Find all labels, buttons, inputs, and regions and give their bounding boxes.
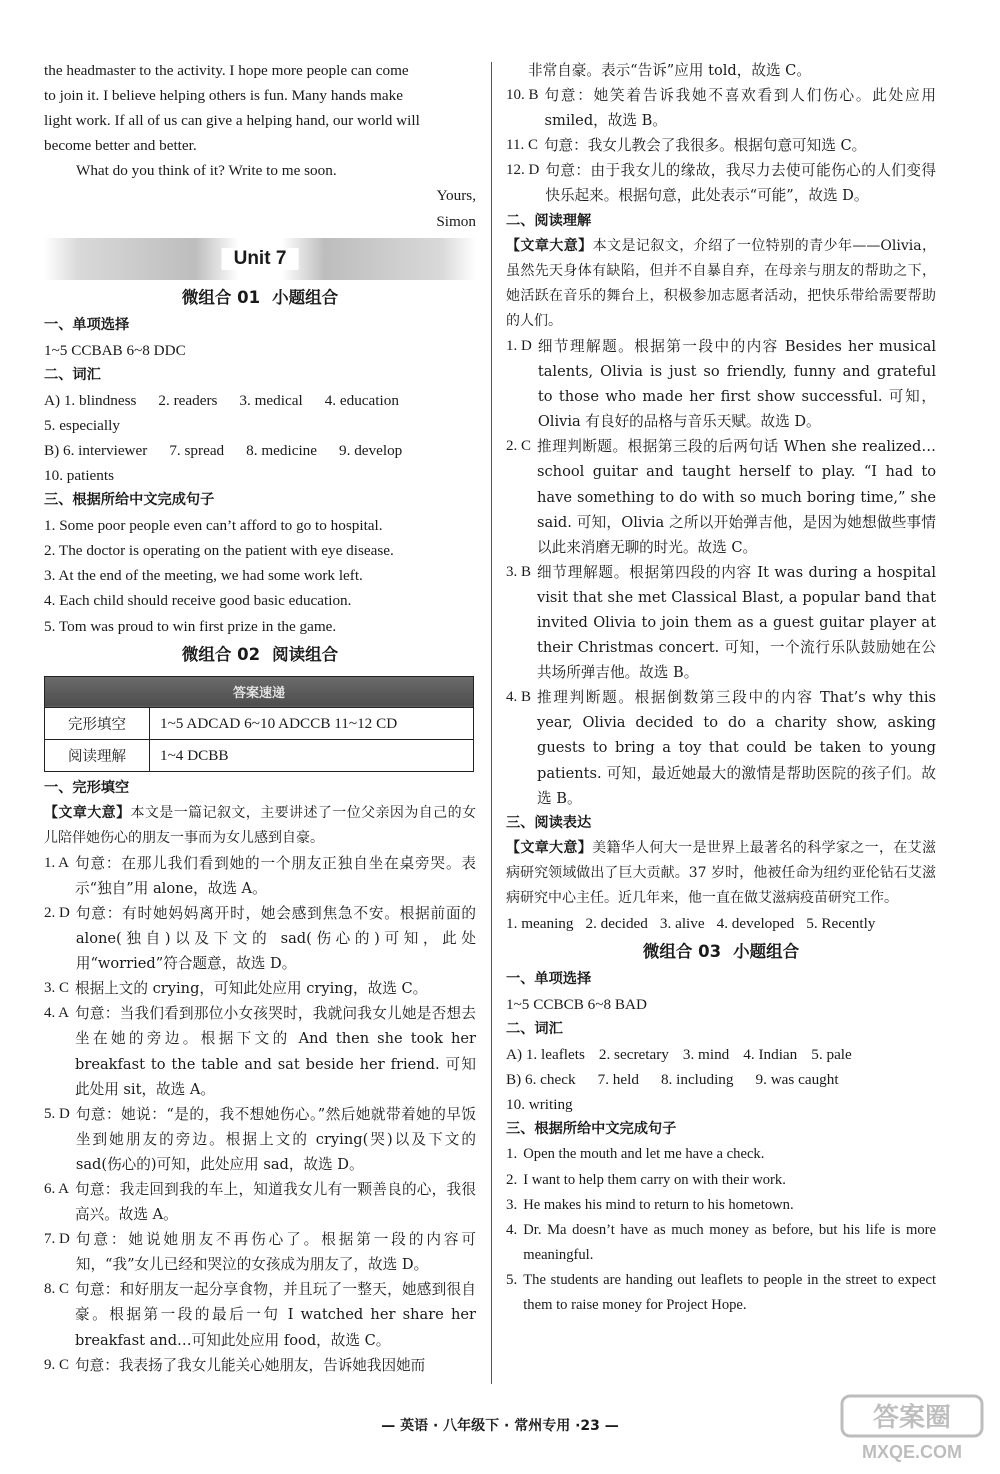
item-number: 1. A <box>44 854 70 871</box>
item-text: 句意：和好朋友一起分享食物，并且玩了一整天，她感到很自豪。根据第一段的最后一句 I watched her share her breakfast and…可知此处应用 food，故选 C。 <box>75 1281 476 1349</box>
list-item <box>506 334 936 434</box>
watermark-logo <box>838 1392 986 1466</box>
cloze-items <box>44 851 476 1378</box>
item-number: 1. <box>506 1146 518 1163</box>
gist-text: 本文是记叙文，介绍了一位特别的青少年——Olivia，虽然先天身体有缺陷，但并不自暴自弃，在母亲与朋友的帮助之下，她活跃在音乐的舞台上，积极参加志愿者活动，把快乐带给需要帮助的人们。 <box>506 237 937 329</box>
group-01-heading <box>44 282 476 313</box>
vocab-item: 7. spread <box>169 441 225 459</box>
item-number: 12. D <box>506 162 540 179</box>
answer-item: 4. developed <box>716 915 795 932</box>
vocab-item: A) 1. leaflets <box>506 1046 585 1064</box>
vocab-item: 2. readers <box>158 391 218 409</box>
vocab-item: 9. develop <box>339 441 403 459</box>
letter-line: become better and better. <box>44 137 197 155</box>
answer-table <box>44 676 474 772</box>
list-item <box>44 1177 476 1227</box>
table-cell-value: 1~4 DCBB <box>150 739 474 771</box>
unit-banner <box>44 238 476 280</box>
list-item <box>44 851 476 901</box>
item-text: 句意：有时她妈妈离开时，她会感到焦急不安。根据前面的 alone(独自)以及下文的 sad(伤心的)可知，此处用“worried”符合题意，故选 D。 <box>75 904 476 973</box>
item-text: 句意：由于我女儿的缘故，我尽力去使可能伤心的人们变得快乐起来。根据句意，此处表示“可能”，故选 D。 <box>545 162 936 205</box>
vocab-item: 4. education <box>324 391 399 409</box>
item-text: Open the mouth and let me have a check. <box>523 1146 765 1163</box>
answer-table-header: 答案速递 <box>45 676 474 707</box>
list-item <box>44 1102 476 1177</box>
item-text: 细节理解题。根据第四段的内容 It was during a hospital visit that she met Classical Blast, a popular band that invited Olivia to join them as a guest guitar player at their Christmas concert. 可知，一个流行乐队鼓励她在公共场所弹吉他。故选 B。 <box>537 563 936 682</box>
vocab-item: 5. pale <box>811 1046 852 1064</box>
item-text: 根据上文的 crying，可知此处应用 crying，故选 C。 <box>75 980 428 998</box>
vocab-item: 3. medical <box>239 391 303 409</box>
unit-title: Unit 7 <box>222 248 299 270</box>
group-03-heading <box>506 936 936 967</box>
item-number: 4. A <box>44 1005 70 1022</box>
list-item <box>506 434 936 559</box>
table-cell-key: 完形填空 <box>45 707 150 739</box>
sentence <box>506 1168 936 1193</box>
vocab-item: 9. was caught <box>755 1071 839 1089</box>
vocab-item: 8. including <box>660 1071 734 1089</box>
answer-line: 1~5 CCBCB 6~8 BAD <box>506 996 647 1014</box>
letter-line: to join it. I believe helping others is fun. Many hands make <box>44 87 403 105</box>
vocab-row <box>44 438 476 463</box>
vocab-item: 7. held <box>597 1071 639 1089</box>
table-row <box>45 707 474 739</box>
vocab-item: A) 1. blindness <box>44 391 137 409</box>
item-number: 3. <box>506 1196 518 1213</box>
item-number: 5. D <box>44 1105 70 1122</box>
sign-name: Simon <box>436 212 476 230</box>
list-item <box>44 1277 476 1352</box>
sentence <box>506 1193 936 1218</box>
sentence: 1. Some poor people even can’t afford to go to hospital. <box>44 517 383 535</box>
section-title: 二、阅读理解 <box>506 212 592 229</box>
reading-gist <box>506 234 936 334</box>
express-gist <box>506 836 936 911</box>
vocab-item: 10. writing <box>506 1096 573 1114</box>
item-number: 5. <box>506 1271 518 1288</box>
item-text: 句意：我女儿教会了我很多。根据句意可知选 C。 <box>543 137 867 155</box>
sentence: 5. Tom was proud to win first prize in the game. <box>44 617 337 635</box>
answer-line: 1~5 CCBAB 6~8 DDC <box>44 341 186 359</box>
watermark-top-text: 答案圈 <box>872 1403 952 1433</box>
gist-text: 本文是一篇记叙文，主要讲述了一位父亲因为自己的女儿陪伴她伤心的朋友一事而为女儿感到自豪。 <box>44 804 477 846</box>
letter-line: the headmaster to the activity. I hope more people can come <box>44 62 409 79</box>
sentence <box>506 1142 936 1167</box>
sentence <box>506 1218 936 1268</box>
vocab-row <box>506 1042 936 1067</box>
column-divider <box>491 62 492 1384</box>
item-number: 1. D <box>506 337 532 354</box>
vocab-row <box>44 388 476 413</box>
item-number: 8. C <box>44 1281 70 1298</box>
item-text: He makes his mind to return to his hometown. <box>523 1196 794 1213</box>
group-code: 微组合 01 <box>181 287 261 307</box>
item-text: Dr. Ma doesn’t have as much money as before, but his life is more meaningful. <box>523 1221 936 1263</box>
answer-item: 2. decided <box>585 915 648 932</box>
group-name: 阅读组合 <box>272 644 339 664</box>
sentence: 3. At the end of the meeting, we had some work left. <box>44 567 363 585</box>
vocab-item: B) 6. interviewer <box>44 441 148 459</box>
section-title: 二、词汇 <box>506 1021 563 1038</box>
section-title: 三、根据所给中文完成句子 <box>44 492 215 509</box>
vocab-item: 10. patients <box>44 467 115 485</box>
item-text: 句意：我走回到我的车上，知道我女儿有一颗善良的心，我很高兴。故选 A。 <box>75 1181 476 1224</box>
letter-end <box>44 58 476 234</box>
left-column <box>44 58 476 1378</box>
item-number: 4. <box>506 1221 518 1238</box>
item-text: 句意：她说她朋友不再伤心了。根据第一段的内容可知，“我”女儿已经和哭泣的女孩成为朋友了，故选 D。 <box>75 1231 476 1274</box>
item-number: 7. D <box>44 1231 70 1248</box>
group-name: 小题组合 <box>272 287 339 307</box>
gist-label: 【文章大意】 <box>44 804 131 821</box>
list-item <box>44 976 476 1001</box>
list-item <box>506 83 936 133</box>
closing-question: What do you think of it? Write to me soon. <box>76 162 337 180</box>
group-02-heading <box>44 639 476 670</box>
table-cell-key: 阅读理解 <box>45 739 150 771</box>
group-code: 微组合 02 <box>181 644 261 664</box>
section-title: 一、单项选择 <box>44 316 130 333</box>
item-text: 句意：我表扬了我女儿能关心她朋友，告诉她我因她而 <box>75 1356 426 1374</box>
table-row <box>45 739 474 771</box>
vocab-item: 2. secretary <box>598 1046 669 1064</box>
answer-item: 1. meaning <box>506 915 574 932</box>
sentence <box>506 1268 936 1318</box>
list-item <box>44 1227 476 1277</box>
section-title: 三、阅读表达 <box>506 814 592 831</box>
item-number: 3. B <box>506 563 532 580</box>
item-text: 推理判断题。根据倒数第三段中的内容 That’s why this year, Olivia decided to do a charity show, asking guests to bring a toy that could be taken to young patients. 可知，最近她最大的激情是帮助医院的孩子们。故选 B。 <box>537 689 936 807</box>
item-text: The students are handing out leaflets to people in the street to expect them to raise money for Project Hope. <box>523 1271 936 1314</box>
list-item <box>44 1353 476 1378</box>
vocab-item: 8. medicine <box>246 441 318 459</box>
item-text: 细节理解题。根据第一段中的内容 Besides her musical talents, Olivia is just so friendly, funny and grateful to those who made her first show successful. 可知，Olivia 有良好的品格与音乐天赋。故选 D。 <box>537 337 936 431</box>
item-number: 4. B <box>506 689 532 706</box>
watermark-bottom-text: MXQE.COM <box>861 1442 963 1462</box>
gist-label: 【文章大意】 <box>506 237 593 254</box>
list-item <box>506 560 936 685</box>
answer-item: 3. alive <box>659 915 705 932</box>
item-number: 6. A <box>44 1181 70 1197</box>
list-item <box>506 685 936 810</box>
section-title: 二、词汇 <box>44 366 101 383</box>
item-text: 句意：她笑着告诉我她不喜欢看到人们伤心。此处应用 smiled，故选 B。 <box>544 87 936 130</box>
table-cell-value: 1~5 ADCAD 6~10 ADCCB 11~12 CD <box>150 707 474 739</box>
section-title: 一、完形填空 <box>44 779 130 796</box>
list-item <box>506 158 936 208</box>
item-number: 9. C <box>44 1356 70 1373</box>
vocab-item: 3. mind <box>682 1046 730 1064</box>
vocab-item: 5. especially <box>44 416 120 434</box>
page-footer: — 英语 · 八年级下 · 常州专用 ·23 — <box>381 1418 619 1434</box>
right-column <box>506 58 936 1318</box>
vocab-item: 4. Indian <box>743 1046 798 1064</box>
item-number: 11. C <box>506 137 538 154</box>
item-text: 句意：当我们看到那位小女孩哭时，我就问我女儿她是否想去坐在她的旁边。根据下文的 And then she took her breakfast to the table and sat beside her friend. 可知此处用 sit，故选 A。 <box>75 1005 476 1098</box>
list-item <box>44 901 476 976</box>
group-code: 微组合 03 <box>642 942 722 962</box>
answer-row <box>506 911 936 936</box>
continued-line: 非常自豪。表示“告诉”应用 told，故选 C。 <box>528 62 811 79</box>
item-number: 10. B <box>506 87 539 104</box>
group-name: 小题组合 <box>733 942 800 962</box>
item-text: 句意：在那儿我们看到她的一个朋友正独自坐在桌旁哭。表示“独自”用 alone，故选 A。 <box>75 854 476 897</box>
item-text: I want to help them carry on with their work. <box>523 1171 786 1188</box>
vocab-row <box>506 1067 936 1092</box>
list-item <box>506 133 936 158</box>
letter-line: light work. If all of us can give a helping hand, our world will <box>44 112 420 130</box>
item-text: 推理判断题。根据第三段的后两句话 When she realized…school guitar and taught herself to play. “I had to have something to do with so much boring time,” she said. 可知，Olivia 之所以开始弹吉他，是因为她想做些事情以此来消磨无聊的时光。故选 C。 <box>537 438 936 556</box>
sentence: 4. Each child should receive good basic education. <box>44 592 352 610</box>
cloze-gist <box>44 801 476 851</box>
item-number: 3. C <box>44 980 70 997</box>
item-text: 句意：她说：“是的，我不想她伤心。”然后她就带着她的早饭坐到她朋友的旁边。根据上文的 crying(哭)以及下文的 sad(伤心的)可知，此处应用 sad，故选 D。 <box>75 1105 476 1173</box>
item-number: 2. D <box>44 904 70 921</box>
list-item <box>44 1001 476 1101</box>
gist-text: 美籍华人何大一是世界上最著名的科学家之一，在艾滋病研究领域做出了巨大贡献。37 岁时，他被任命为纽约亚伦钻石艾滋病研究中心主任。近几年来，他一直在做艾滋病疫苗研究工作。 <box>506 839 937 906</box>
vocab-item: B) 6. check <box>506 1071 576 1089</box>
answer-item: 5. Recently <box>806 915 876 932</box>
sentence: 2. The doctor is operating on the patient with eye disease. <box>44 542 394 560</box>
item-number: 2. <box>506 1171 518 1188</box>
gist-label: 【文章大意】 <box>506 839 593 856</box>
sign-yours: Yours, <box>436 187 476 205</box>
section-title: 三、根据所给中文完成句子 <box>506 1121 677 1138</box>
item-number: 2. C <box>506 438 532 455</box>
section-title: 一、单项选择 <box>506 971 592 988</box>
